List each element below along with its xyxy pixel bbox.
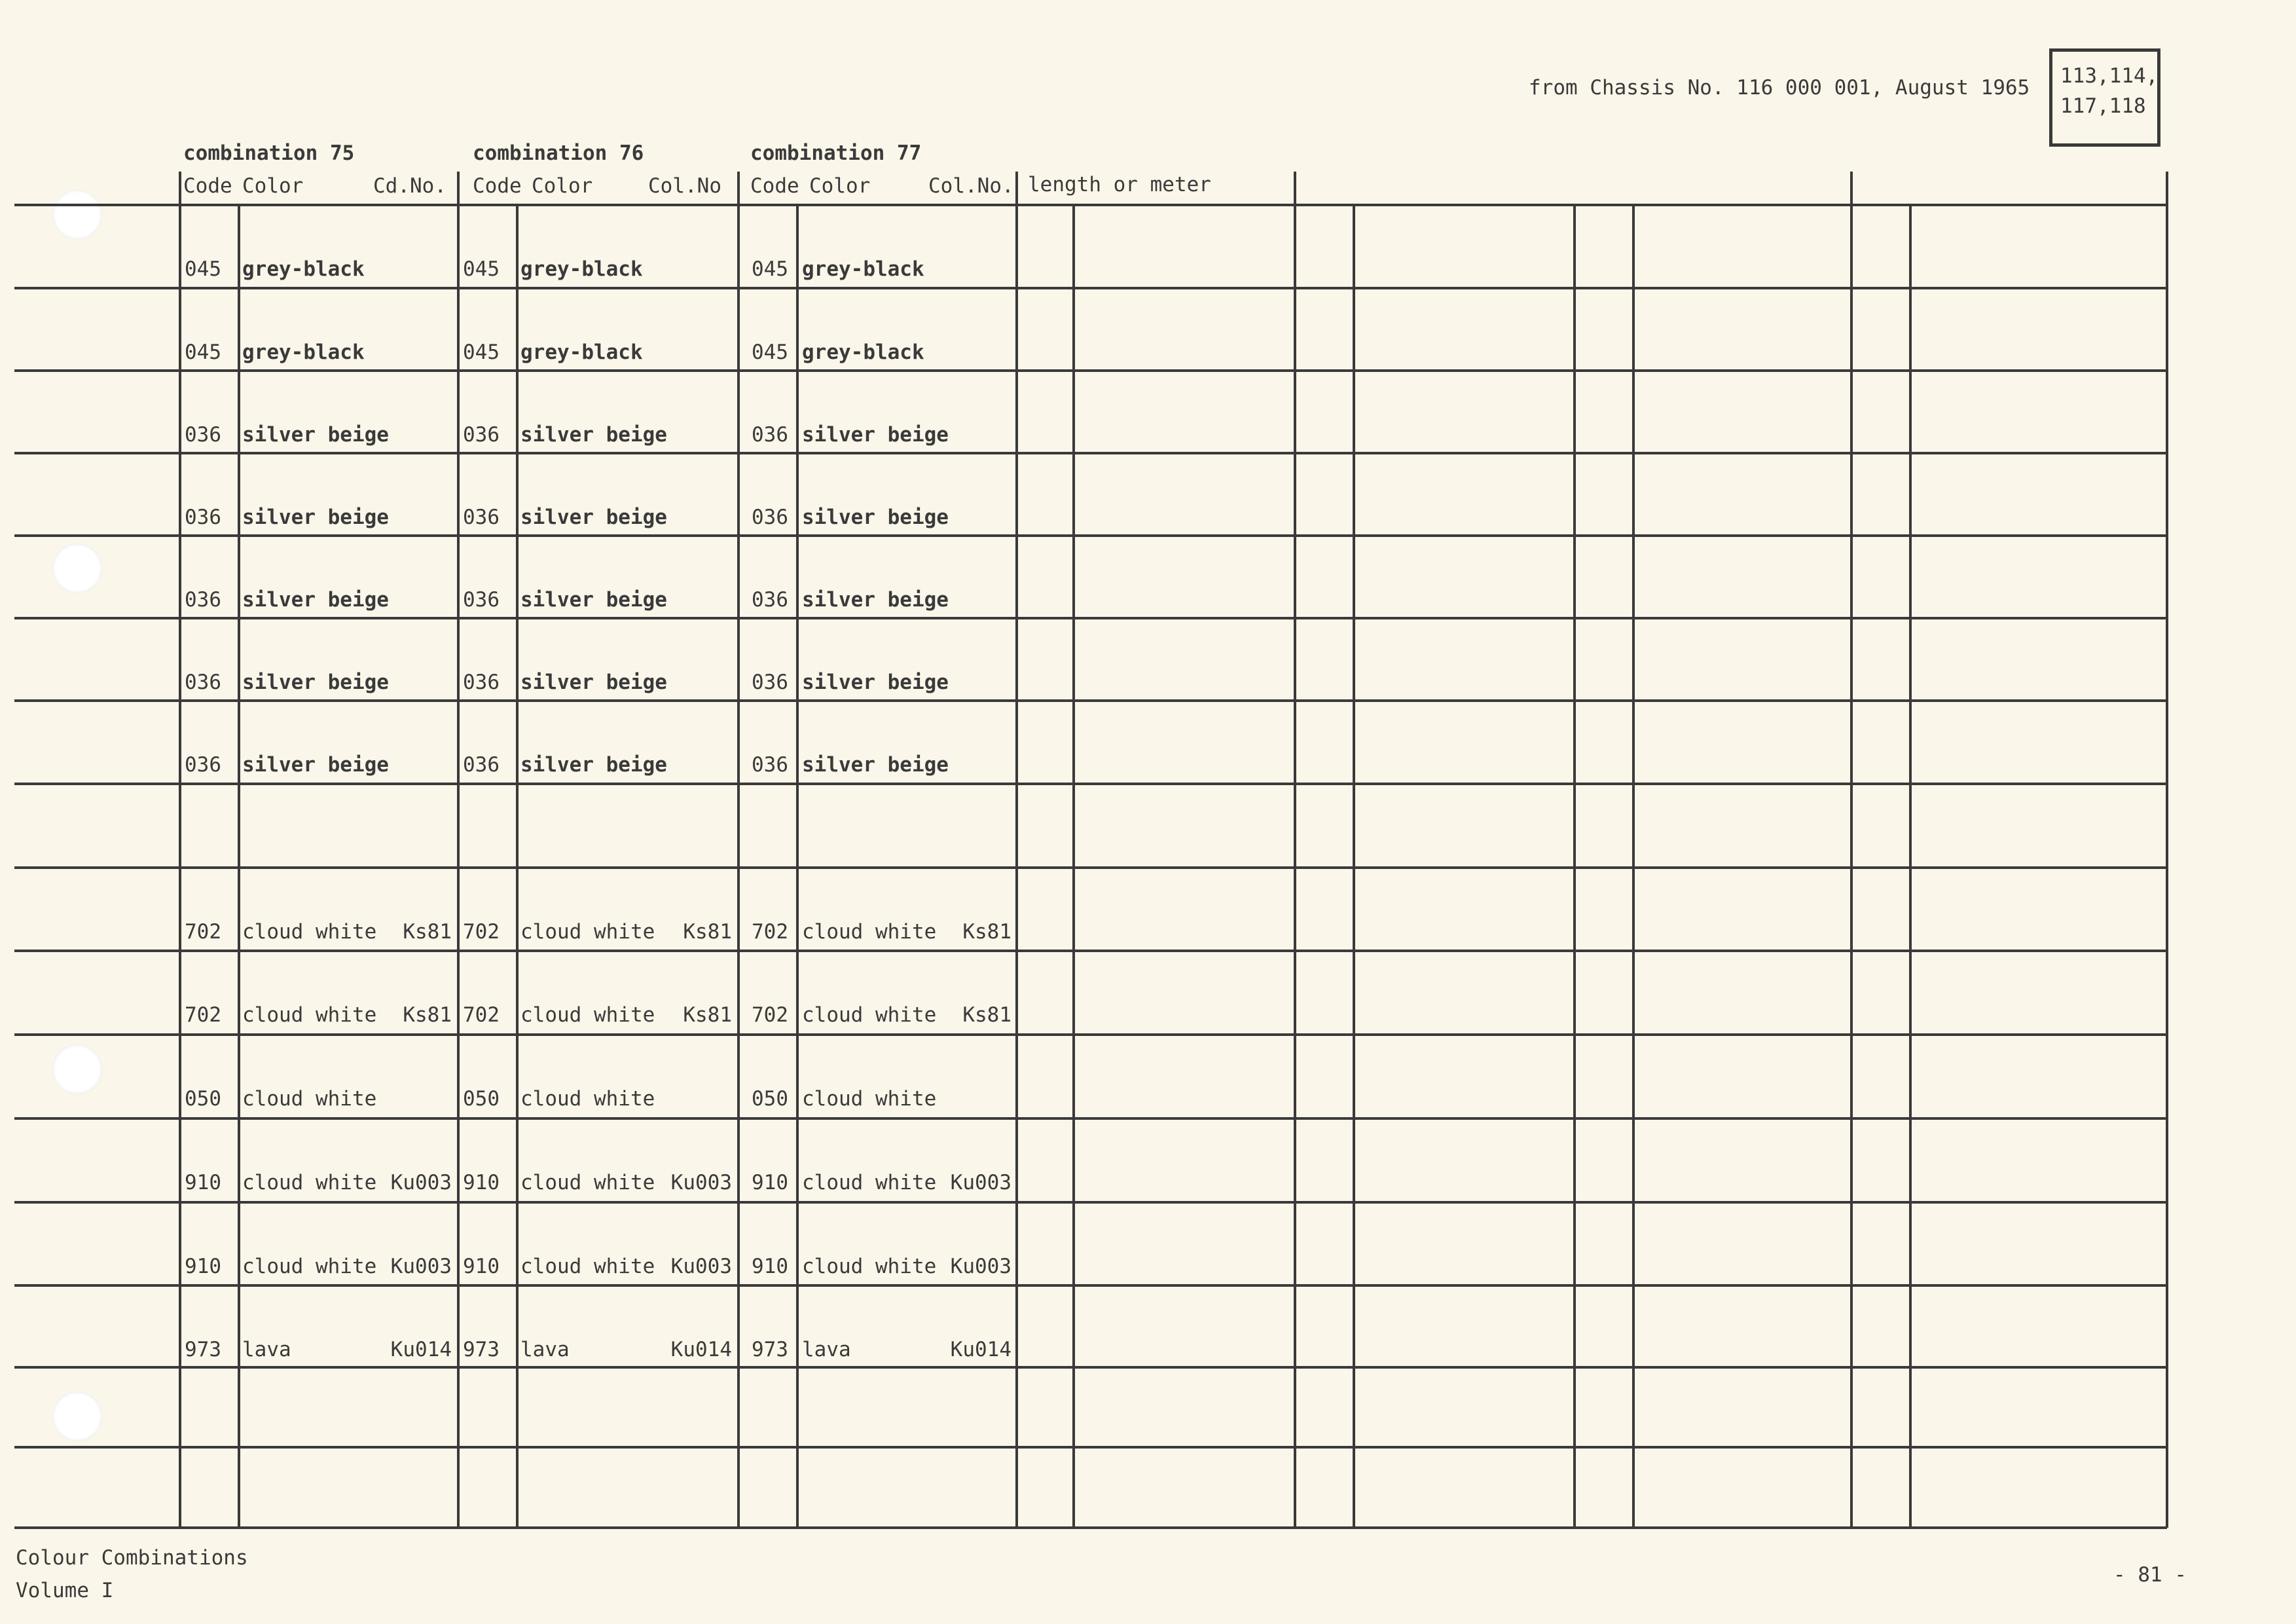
row-color: grey-black bbox=[520, 257, 643, 281]
row-color: silver beige bbox=[802, 671, 949, 694]
group-col-code-1: Code bbox=[473, 174, 522, 198]
row-color: silver beige bbox=[242, 506, 389, 529]
row-color: cloud white bbox=[242, 1255, 377, 1278]
row-code: 036 bbox=[463, 588, 500, 612]
document-title-line1: Colour Combinations bbox=[16, 1546, 248, 1570]
row-color: silver beige bbox=[520, 753, 667, 777]
row-color: cloud white bbox=[520, 1087, 655, 1111]
row-code: 036 bbox=[752, 753, 788, 777]
row-code: 045 bbox=[463, 257, 500, 281]
group-col-color-1: Color bbox=[532, 174, 593, 198]
row-code: 036 bbox=[752, 423, 788, 447]
row-color: silver beige bbox=[802, 423, 949, 447]
chassis-note: from Chassis No. 116 000 001, August 1965 bbox=[1529, 76, 2030, 100]
model-badge-line2: 117,118 bbox=[2060, 94, 2146, 118]
row-col-no: Ku014 bbox=[670, 1338, 732, 1361]
row-col-no: Ks81 bbox=[962, 1003, 1011, 1027]
row-color: silver beige bbox=[802, 753, 949, 777]
row-color: cloud white bbox=[242, 1171, 377, 1194]
row-col-no: Ks81 bbox=[403, 1003, 452, 1027]
row-code: 036 bbox=[185, 506, 221, 529]
row-color: grey-black bbox=[242, 341, 365, 364]
group-col-color-2: Color bbox=[809, 174, 871, 198]
document-title bbox=[16, 1541, 248, 1607]
row-color: silver beige bbox=[242, 671, 389, 694]
row-col-no: Ku003 bbox=[950, 1171, 1011, 1194]
row-code: 045 bbox=[463, 341, 500, 364]
row-code: 910 bbox=[185, 1171, 221, 1194]
row-code: 036 bbox=[752, 671, 788, 694]
row-color: cloud white bbox=[802, 1255, 937, 1278]
row-code: 702 bbox=[463, 920, 500, 944]
row-color: cloud white bbox=[520, 1003, 655, 1027]
row-color: silver beige bbox=[520, 506, 667, 529]
row-color: silver beige bbox=[242, 753, 389, 777]
row-col-no: Ku014 bbox=[950, 1338, 1011, 1361]
row-code: 702 bbox=[463, 1003, 500, 1027]
row-color: silver beige bbox=[802, 588, 949, 612]
group-col-no-2: Col.No. bbox=[928, 174, 1014, 198]
row-code: 036 bbox=[463, 753, 500, 777]
row-code: 036 bbox=[185, 588, 221, 612]
row-color: cloud white bbox=[802, 1087, 937, 1111]
row-color: grey-black bbox=[242, 257, 365, 281]
row-color: cloud white bbox=[520, 920, 655, 944]
row-color: cloud white bbox=[242, 920, 377, 944]
model-badge-line1: 113,114, bbox=[2060, 64, 2159, 88]
row-col-no: Ku003 bbox=[390, 1255, 452, 1278]
row-color: grey-black bbox=[520, 341, 643, 364]
row-color: silver beige bbox=[802, 506, 949, 529]
row-color: cloud white bbox=[242, 1003, 377, 1027]
page-number: - 81 - bbox=[2113, 1563, 2187, 1587]
row-code: 045 bbox=[185, 257, 221, 281]
row-col-no: Ks81 bbox=[683, 920, 732, 944]
row-col-no: Ku003 bbox=[670, 1171, 732, 1194]
row-color: silver beige bbox=[520, 671, 667, 694]
group-col-code-0: Code bbox=[183, 174, 232, 198]
row-color: lava bbox=[520, 1338, 570, 1361]
row-code: 702 bbox=[752, 920, 788, 944]
row-code: 910 bbox=[463, 1171, 500, 1194]
row-code: 910 bbox=[185, 1255, 221, 1278]
row-code: 973 bbox=[463, 1338, 500, 1361]
row-code: 050 bbox=[463, 1087, 500, 1111]
row-code: 910 bbox=[463, 1255, 500, 1278]
row-color: silver beige bbox=[242, 588, 389, 612]
group-col-color-0: Color bbox=[242, 174, 304, 198]
row-color: cloud white bbox=[520, 1255, 655, 1278]
row-code: 702 bbox=[752, 1003, 788, 1027]
row-color: silver beige bbox=[242, 423, 389, 447]
row-col-no: Ku003 bbox=[390, 1171, 452, 1194]
group-title-2: combination 77 bbox=[750, 141, 922, 165]
row-color: silver beige bbox=[520, 423, 667, 447]
row-code: 036 bbox=[752, 588, 788, 612]
group-title-1: combination 76 bbox=[473, 141, 644, 165]
length-header: length or meter bbox=[1028, 173, 1211, 196]
row-code: 036 bbox=[463, 423, 500, 447]
row-code: 050 bbox=[185, 1087, 221, 1111]
document-volume: Volume I bbox=[16, 1579, 114, 1602]
row-col-no: Ku003 bbox=[670, 1255, 732, 1278]
row-col-no: Ks81 bbox=[962, 920, 1011, 944]
row-code: 036 bbox=[185, 423, 221, 447]
row-code: 050 bbox=[752, 1087, 788, 1111]
row-code: 036 bbox=[752, 506, 788, 529]
row-code: 702 bbox=[185, 920, 221, 944]
row-code: 702 bbox=[185, 1003, 221, 1027]
row-col-no: Ks81 bbox=[683, 1003, 732, 1027]
group-col-no-0: Cd.No. bbox=[373, 174, 446, 198]
group-title-0: combination 75 bbox=[183, 141, 355, 165]
group-col-no-1: Col.No bbox=[648, 174, 721, 198]
row-code: 036 bbox=[185, 671, 221, 694]
row-code: 036 bbox=[185, 753, 221, 777]
row-code: 045 bbox=[752, 341, 788, 364]
row-code: 973 bbox=[752, 1338, 788, 1361]
row-code: 973 bbox=[185, 1338, 221, 1361]
row-color: cloud white bbox=[520, 1171, 655, 1194]
row-col-no: Ku014 bbox=[390, 1338, 452, 1361]
row-code: 045 bbox=[752, 257, 788, 281]
row-color: cloud white bbox=[802, 920, 937, 944]
row-color: lava bbox=[802, 1338, 851, 1361]
row-col-no: Ku003 bbox=[950, 1255, 1011, 1278]
row-color: cloud white bbox=[242, 1087, 377, 1111]
row-code: 036 bbox=[463, 506, 500, 529]
group-col-code-2: Code bbox=[750, 174, 799, 198]
row-code: 036 bbox=[463, 671, 500, 694]
row-code: 910 bbox=[752, 1171, 788, 1194]
row-color: grey-black bbox=[802, 257, 924, 281]
row-color: cloud white bbox=[802, 1003, 937, 1027]
row-color: lava bbox=[242, 1338, 291, 1361]
row-color: grey-black bbox=[802, 341, 924, 364]
row-col-no: Ks81 bbox=[403, 920, 452, 944]
row-code: 910 bbox=[752, 1255, 788, 1278]
row-color: silver beige bbox=[520, 588, 667, 612]
row-code: 045 bbox=[185, 341, 221, 364]
row-color: cloud white bbox=[802, 1171, 937, 1194]
